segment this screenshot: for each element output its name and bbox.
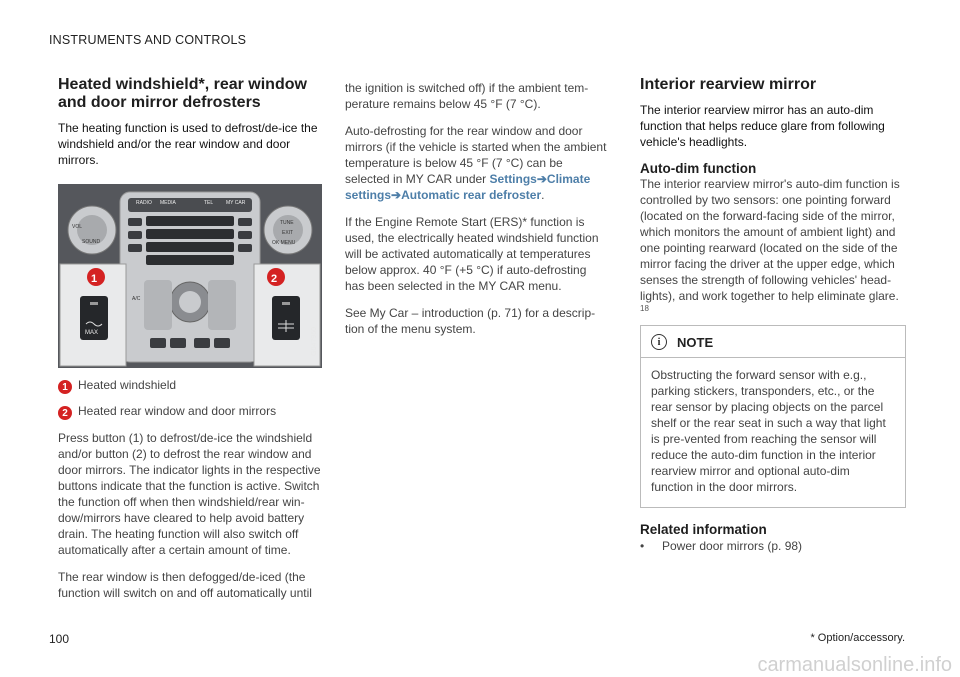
tune-knob-label: TUNE [280, 220, 294, 226]
legend-item-1 [58, 378, 322, 394]
note-box [640, 325, 906, 508]
info-icon: i [651, 334, 667, 350]
column-left [58, 76, 322, 612]
bullet-icon: • [640, 539, 645, 553]
legend-text-1: Heated windshield [78, 378, 177, 392]
legend-item-2 [58, 404, 322, 420]
arrow-right-icon: ➔ [391, 188, 402, 202]
arrow-right-icon: ➔ [536, 172, 547, 186]
section-heading-mirror: Interior rearview mirror [640, 76, 817, 93]
ok-menu-label: OK MENU [272, 240, 296, 246]
legend-text-2: Heated rear window and door mirrors [78, 404, 277, 418]
watermark: carmanualsonline.info [757, 654, 952, 676]
figure-callout-2: 2 [271, 273, 278, 285]
ac-button-label: A/C [132, 296, 141, 302]
related-list-item [640, 539, 906, 553]
climate-panel-figure [58, 184, 322, 368]
related-link[interactable]: Power door mirrors (p. 98) [662, 539, 803, 553]
note-header [641, 334, 905, 358]
body-text: Auto-defrosting for the rear window and door mirrors (if the vehicle is started when the ambient temperature is below 45 °F (7 °C) can be selected in MY CAR under [345, 124, 607, 186]
note-title: NOTE [677, 334, 714, 350]
body-paragraph: The rear window is then defogged/de-iced (the function will switch on and off automatically until [58, 570, 312, 600]
menu-path-auto-rear-defroster: Automatic rear defroster [401, 188, 542, 202]
radio-button-label: RADIO [136, 200, 152, 206]
related-information-heading: Related information [640, 522, 767, 537]
intro-paragraph: The interior rearview mirror has an auto-dim function that helps reduce glare from following vehicle's headlights. [640, 103, 885, 149]
section-heading-defrosters: Heated windshield*, rear window and door mirror defrosters [58, 76, 307, 111]
column-middle [345, 80, 609, 348]
menu-path-climate: Climate settings [345, 172, 591, 202]
media-button-label: MEDIA [160, 200, 176, 206]
footnote-reference: 18 [640, 304, 649, 313]
note-text: Obstructing the forward sensor with e.g., parking stickers, transponders, etc., or the rear sensor by placing objects on the parcel shelf or the rear seat in such a way that light is pre-vented from reaching the sensor will reduce the auto-dim function in the interior rearview mirror and optional auto-dim function in the door mirrors. [651, 368, 886, 494]
body-text: . [541, 188, 545, 202]
body-paragraph: Press button (1) to defrost/de-ice the windshield and/or button (2) to defrost the rear window and door mirrors. The indicator lights in the respective buttons indicate that the function is active. Switch the function off when then windshield/rear win-dow/mirrors have cleared to help avoid battery drain. The heating function will also switch off automatically after a certain amount of time. [58, 431, 321, 557]
body-paragraph: See My Car – introduction (p. 71) for a descrip-tion of the menu system. [345, 306, 596, 336]
figure-code: G047960 [311, 327, 318, 356]
running-header: INSTRUMENTS AND CONTROLS [49, 33, 247, 47]
menu-path-paragraph [345, 123, 609, 203]
max-button-label: MAX [85, 330, 99, 336]
tel-button-label: TEL [204, 200, 214, 206]
page-number: 100 [49, 632, 70, 646]
intro-paragraph: The heating function is used to defrost/de-ice the windshield and/or the rear window and door mirrors. [58, 121, 318, 167]
mycar-button-label: MY CAR [226, 200, 246, 206]
option-footnote: * Option/accessory. [810, 632, 905, 644]
callout-number-1: 1 [58, 380, 72, 394]
subheading-auto-dim: Auto-dim function [640, 161, 757, 176]
vol-knob-label: VOL [72, 224, 83, 230]
body-paragraph: the ignition is switched off) if the ambient tem-perature remains below 45 °F (7 °C). [345, 81, 589, 111]
menu-path-settings: Settings [489, 172, 537, 186]
exit-button-label: EXIT [282, 230, 294, 236]
figure-callout-1: 1 [91, 273, 98, 285]
control-panel-illustration [58, 184, 322, 368]
body-paragraph: If the Engine Remote Start (ERS)* function is used, the electrically heated windshield function will be activated automatically at temperatures below approx. 40 °F (+5 °C) if auto-defrosting has been selected in the MY CAR menu. [345, 215, 599, 293]
body-paragraph: The interior rearview mirror's auto-dim function is controlled by two sensors: one pointing forward (located on the forward-facing side of the mirror, which monitors the amount of ambient light) and one pointing rearward (located on the side of the mirror facing the driver at the upper edge, which senses the strength of following vehicles' head-lights), and work together to help eliminate glare. [640, 177, 900, 303]
column-right [640, 76, 906, 553]
sound-knob-label: SOUND [82, 239, 101, 245]
callout-number-2: 2 [58, 406, 72, 420]
